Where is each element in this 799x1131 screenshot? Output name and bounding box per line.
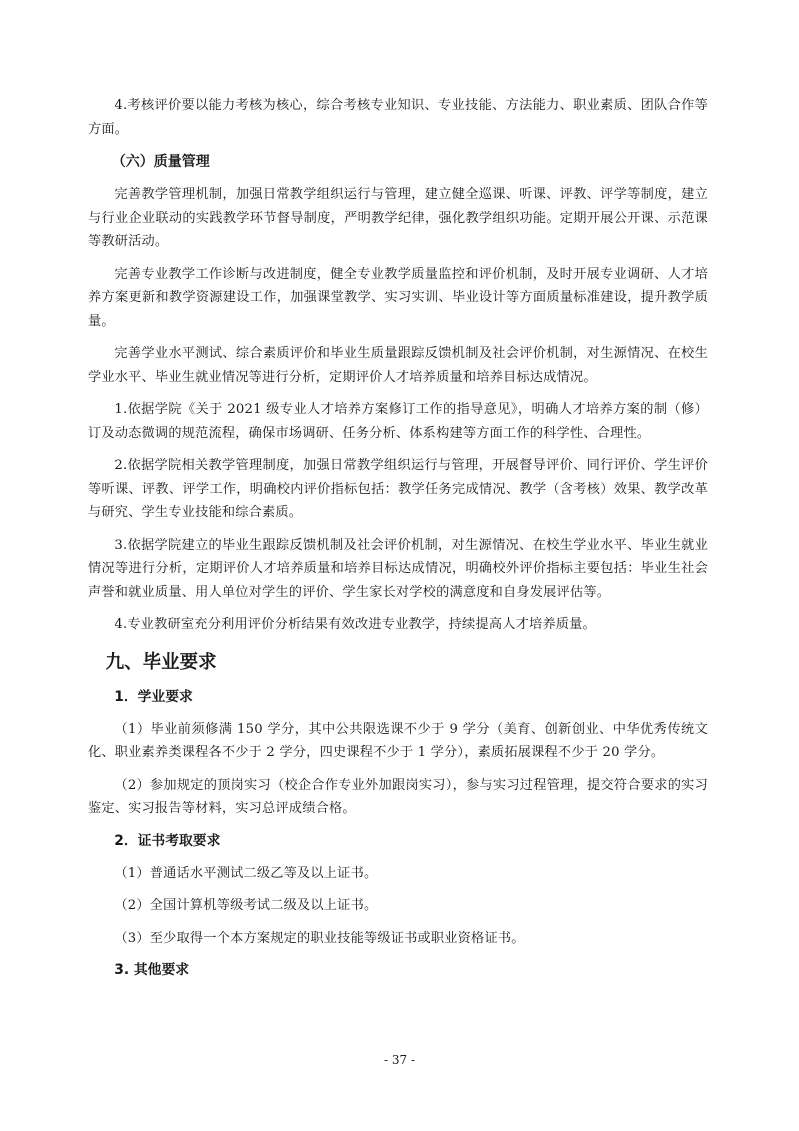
page-number: - 37 - <box>383 1053 415 1067</box>
subsection-heading: 3. 其他要求 <box>114 962 190 978</box>
page-body <box>88 94 708 982</box>
paragraph: （2）全国计算机等级考试二级及以上证书。 <box>114 898 378 913</box>
paragraph: 1.依据学院《关于 2021 级专业人才培养方案修订工作的指导意见》，明确人才培养方案的制（修）订及动态微调的规范流程，确保市场调研、任务分析、体系构建等方面工作的科学性、合理性。 <box>88 402 708 441</box>
chapter-heading: 九、毕业要求 <box>105 651 217 673</box>
section-heading: （六）质量管理 <box>111 154 210 170</box>
paragraph: 完善学业水平测试、综合素质评价和毕业生质量跟踪反馈机制及社会评价机制，对生源情况、在校生学业水平、毕业生就业情况等进行分析，定期评价人才培养质量和培养目标达成情况。 <box>88 346 708 385</box>
paragraph: 完善专业教学工作诊断与改进制度，健全专业教学质量监控和评价机制，及时开展专业调研、人才培养方案更新和教学资源建设工作，加强课堂教学、实习实训、毕业设计等方面质量标准建设，提升教学质量。 <box>88 266 708 329</box>
subsection-heading: 2．证书考取要求 <box>114 832 221 849</box>
paragraph: 2.依据学院相关教学管理制度，加强日常教学组织运行与管理，开展督导评价、同行评价、学生评价等听课、评教、评学工作，明确校内评价指标包括：教学任务完成情况、教学（含考核）效果、教学改革与研究、学生专业技能和综合素质。 <box>88 458 708 520</box>
paragraph: （1）普通话水平测试二级乙等及以上证书。 <box>114 865 378 881</box>
paragraph: 完善教学管理机制，加强日常教学组织运行与管理，建立健全巡课、听课、评教、评学等制度，建立与行业企业联动的实践教学环节督导制度，严明教学纪律，强化教学组织功能。定期开展公开课、示范课等教研活动。 <box>88 187 708 249</box>
subsection-heading: 1．学业要求 <box>114 688 193 705</box>
paragraph: 4.考核评价要以能力考核为核心，综合考核专业知识、专业技能、方法能力、职业素质、团队合作等方面。 <box>88 98 708 137</box>
paragraph: （3）至少取得一个本方案规定的职业技能等级证书或职业资格证书。 <box>114 930 525 946</box>
paragraph: 3.依据学院建立的毕业生跟踪反馈机制及社会评价机制，对生源情况、在校生学业水平、毕业生就业情况等进行分析，定期评价人才培养质量和培养目标达成情况，明确校外评价指标主要包括：毕业生社会声誉和就业质量、用人单位对学生的评价、学生家长对学校的满意度和自身发展评估等。 <box>88 537 708 600</box>
paragraph: 4.专业教研室充分利用评价分析结果有效改进专业教学，持续提高人才培养质量。 <box>114 617 596 632</box>
paragraph: （1）毕业前须修满 150 学分，其中公共限选课不少于 9 学分（美育、创新创业、中华优秀传统文化、职业素养类课程各不少于 2 学分，四史课程不少于 1 学分），素质拓展课程不少于 20 学分。 <box>88 721 708 760</box>
paragraph: （2）参加规定的顶岗实习（校企合作专业外加跟岗实习），参与实习过程管理，提交符合要求的实习鉴定、实习报告等材料，实习总评成绩合格。 <box>88 777 708 816</box>
